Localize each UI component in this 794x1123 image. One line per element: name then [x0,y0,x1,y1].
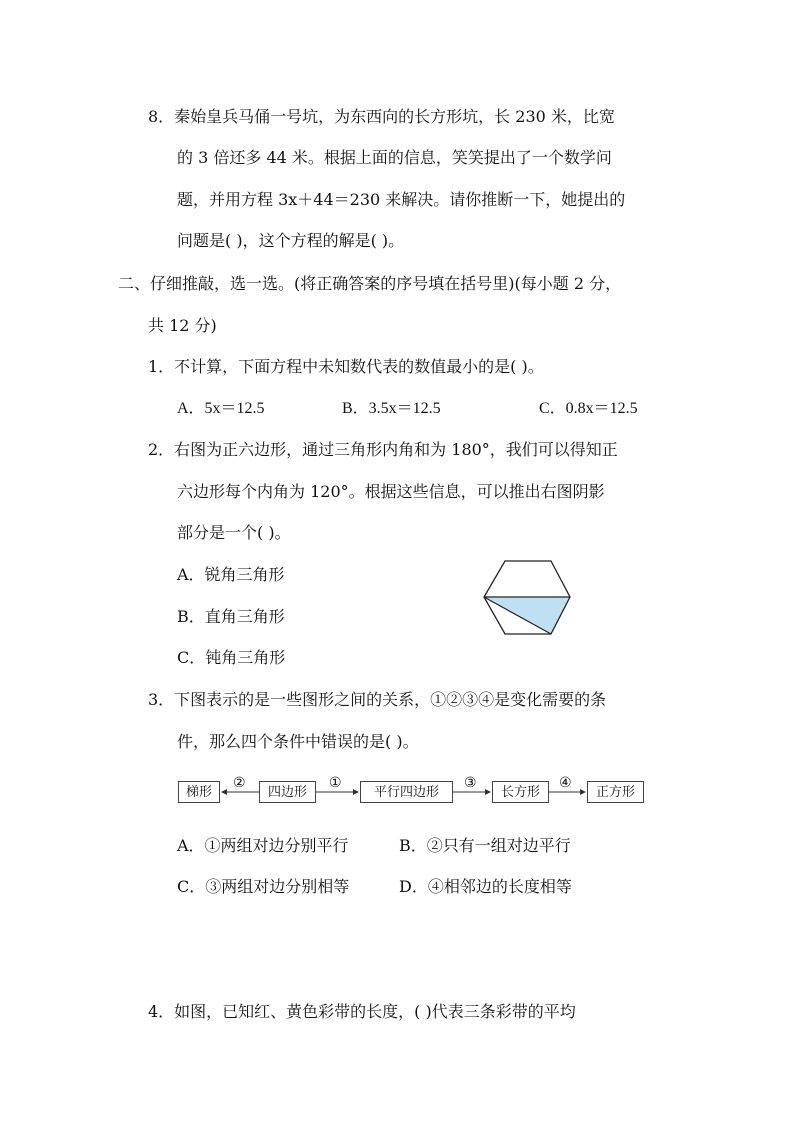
q2-line-2: 六边形每个内角为 120°。根据这些信息，可以推出右图阴影 [177,482,605,501]
q3-option-a: A．①两组对边分别平行 [177,836,349,855]
q3-line-1: 3．下图表示的是一些图形之间的关系，①②③④是变化需要的条 [148,690,607,709]
q8-line-1: 8．秦始皇兵马俑一号坑，为东西向的长方形坑，长 230 米，比宽 [148,107,615,126]
condition-label-3: ③ [464,775,477,791]
q2-line-3: 部分是一个( )。 [177,523,291,542]
box-quadrilateral: 四边形 [259,781,316,803]
hexagon-figure [480,558,576,640]
q2-line-1: 2．右图为正六边形，通过三角形内角和为 180°，我们可以得知正 [148,440,618,459]
shape-relation-diagram [178,777,648,809]
shaded-triangle [484,597,570,634]
section-2-title: 二、仔细推敲，选一选。(将正确答案的序号填在括号里)(每小题 2 分， [118,274,622,293]
q2-option-c: C．钝角三角形 [177,648,286,667]
q2-option-b: B．直角三角形 [177,607,285,626]
q3-option-c: C．③两组对边分别相等 [177,877,350,896]
q8-line-4: 问题是( )，这个方程的解是( )。 [177,231,405,250]
condition-label-1: ① [329,775,342,791]
q3-options-row-2 [177,876,657,898]
q3-option-b: B．②只有一组对边平行 [399,836,571,855]
q1-option-a: A．5x＝12.5 [177,400,265,417]
q8-line-2: 的 3 倍还多 44 米。根据上面的信息，笑笑提出了一个数学问 [177,148,612,167]
q8-line-3: 题，并用方程 3x＋44＝230 来解决。请你推断一下，她提出的 [177,190,626,209]
q3-options-row-1 [177,835,657,857]
q1-option-b: B．3.5x＝12.5 [342,400,441,417]
q2-option-a: A．锐角三角形 [177,565,285,584]
box-square: 正方形 [587,781,644,803]
q4-line-1: 4．如图，已知红、黄色彩带的长度，( )代表三条彩带的平均 [148,1002,576,1021]
condition-label-2: ② [233,775,246,791]
q1-options [177,398,677,420]
q1-stem: 1．不计算，下面方程中未知数代表的数值最小的是( )。 [148,357,544,376]
diagram-arrows [178,777,648,809]
condition-label-4: ④ [559,775,572,791]
q3-option-d: D．④相邻边的长度相等 [399,877,572,896]
box-parallelogram: 平行四边形 [360,781,453,803]
box-trapezoid: 梯形 [178,781,220,803]
q1-option-c: C．0.8x＝12.5 [539,400,638,417]
section-2-title-cont: 共 12 分) [148,316,217,335]
q3-line-2: 件，那么四个条件中错误的是( )。 [177,732,419,751]
box-rectangle: 长方形 [492,781,549,803]
